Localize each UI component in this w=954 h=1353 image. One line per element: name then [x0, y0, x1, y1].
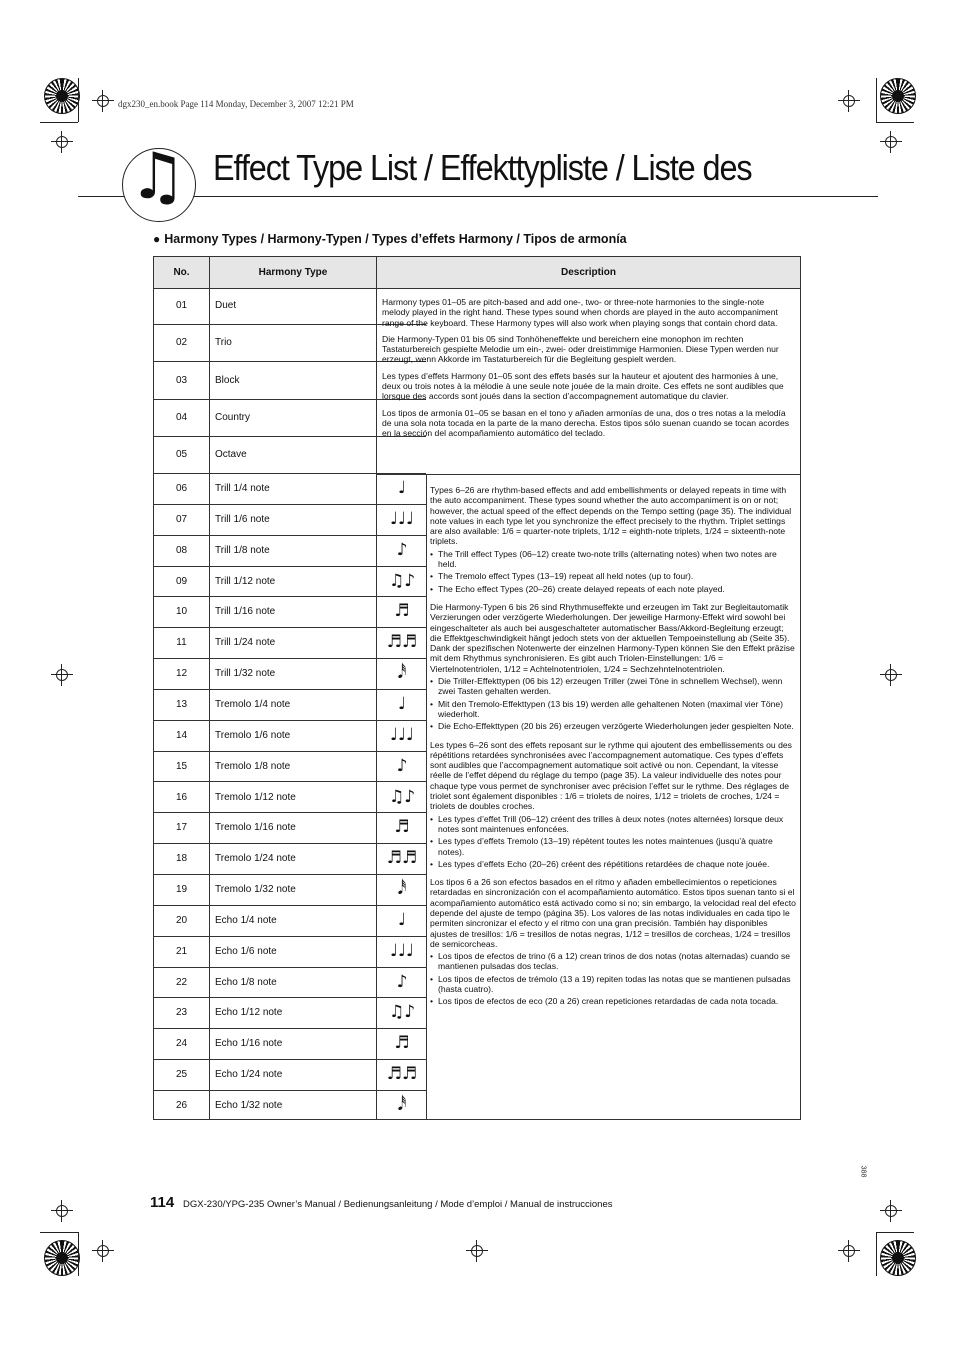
description-rhythm-based: [430, 485, 796, 1015]
note-value-icon: ♩♩♩: [389, 724, 415, 745]
rhythm-intro-en: Types 6–26 are rhythm-based effects and add embellishments or delayed repeats in time with the auto accompaniment. These types sound whether the auto accompaniment is on or not; however, the actual speed of the effect depends on the Tempo setting (page 35). The individual note values in each type let you synchronize the effect precisely to the rhythm. Triplet settings are also available: 1/6 = quarter-note triplets, 1/12 = eighth-note triplets, 1/24 = sixteenth-note triplets.: [430, 485, 792, 547]
note-value-icon: ♫♪: [388, 786, 416, 807]
manual-title: DGX-230/YPG-235 Owner’s Manual / Bedienungsanleitung / Mode d’emploi / Manual de instrucciones: [183, 1199, 613, 1210]
row-number: 18: [175, 853, 188, 865]
note-value-icon: 𝅘𝅥𝅰: [397, 663, 407, 684]
row-number: 11: [176, 637, 187, 649]
note-value-icon: 𝅘𝅥𝅰: [397, 879, 407, 900]
table-row: [154, 536, 426, 567]
rhythm-bullets-en: [430, 549, 796, 594]
table-row: [154, 721, 426, 752]
row-harmony-type: Echo 1/6 note: [215, 945, 277, 957]
bullet-icon: ●: [153, 232, 161, 246]
crosshair-mark: [51, 131, 73, 153]
note-value-icon: 𝅘𝅥𝅰: [397, 1095, 407, 1115]
rhythm-bullet: • Les types d’effet Trill (06–12) créent des trilles à deux notes (notes alternées) lorsque deux notes sont maintenues enfoncées.: [430, 814, 796, 835]
row-number: 04: [175, 412, 188, 423]
table-row: [154, 597, 426, 628]
note-value-icon: ♪: [396, 755, 408, 776]
crosshair-mark: [51, 1200, 73, 1222]
description-divider: [377, 474, 800, 475]
row-number: 23: [175, 1007, 188, 1019]
description-es: Los tipos de armonía 01–05 se basan en el tono y añaden armonías de una, dos o tres notas a la melodía de una sola nota tocada en la parte de la mano derecha. Estos tipos sólo suenan cuando se tocan acordes en la sección del acompañamiento automático del teclado.: [382, 407, 790, 439]
note-value-icon: ♪: [396, 539, 408, 560]
table-row: [154, 505, 426, 536]
row-harmony-type: Tremolo 1/24 note: [215, 853, 296, 865]
row-number: 20: [175, 914, 188, 926]
row-harmony-type: Echo 1/32 note: [215, 1100, 283, 1111]
row-number: 07: [175, 513, 188, 525]
note-value-icon: ♫♪: [388, 1002, 416, 1023]
table-row: [154, 783, 426, 814]
note-value-icon: ♫♪: [388, 570, 416, 591]
note-value-icon: ♩♩♩: [389, 940, 415, 961]
row-harmony-type: Block: [215, 375, 240, 386]
rhythm-bullet: • The Echo effect Types (20–26) create delayed repeats of each note played.: [430, 584, 796, 594]
table-row: [154, 875, 426, 906]
rhythm-intro-de: Die Harmony-Typen 6 bis 26 sind Rhythmuseffekte und erzeugen im Takt zur Begleitautomatik Verzierungen oder verzögerte Wiederholungen. Der jeweilige Harmony-Effekt wird sowohl bei eingeschalteter als auch bei ausgeschalteter automatischer Bass/Akkord-Begleitung erzeugt; die Effektgeschwindigkeit hängt jedoch stets von der aktuellen Tempoeinstellung ab (Seite 35). Dank der spezifischen Notenwerte der einzelnen Harmony-Typen können Sie den Effekt präzise mit dem Rhythmus synchronisieren. Es gibt auch Triolen-Einstellungen: 1/6 = Viertelnotentriolen, 1/12 = Achtelnotentriolen, 1/24 = Sechzehntelnotentriolen.: [430, 601, 795, 674]
rhythm-intro-es: Los tipos 6 a 26 son efectos basados en el ritmo y añaden embellecimientos o repeticiones retardadas en sincronización con el acompañamiento automático. Estos tipos suenan tanto si el acompañamiento automático está activado como si no; sin embargo, la velocidad real del efecto depende del ajuste de tempo (página 35). Los valores de las notas individuales en cada tipo le permiten sincronizar el efecto y el ritmo con una gran precisión. También hay disponibles ajustes de tresillos: 1/6 = tresillos de notas negras, 1/12 = tresillos de corcheas, 1/24 = tresillos de semicorcheas.: [430, 877, 796, 949]
table-row: [154, 906, 426, 937]
registration-star-mark-top-right: [880, 78, 916, 114]
trim-line: [40, 1232, 78, 1233]
row-number: 19: [175, 884, 188, 896]
column-divider: [426, 474, 427, 1119]
crosshair-mark: [880, 664, 902, 686]
description-pitch-based: [382, 297, 794, 445]
trim-line: [876, 78, 877, 122]
section-heading: [153, 232, 627, 246]
table-row: [154, 1029, 426, 1060]
rhythm-bullet: • Die Triller-Effekttypen (06 bis 12) erzeugen Triller (zwei Töne in schnellem Wechsel), wenn zwei Tasten gehalten werden.: [430, 676, 796, 697]
table-row: [154, 474, 426, 505]
rhythm-bullets-fr: [430, 814, 796, 869]
rhythm-bullet: • Los tipos de efectos de trino (6 a 12) crean trinos de dos notas (notas alternadas) cuando se mantienen pulsadas dos teclas.: [430, 951, 796, 972]
crosshair-mark: [92, 1240, 114, 1262]
rhythm-bullet: • The Tremolo effect Types (13–19) repeat all held notes (up to four).: [430, 571, 796, 581]
row-number: 21: [175, 945, 188, 957]
row-number: 24: [175, 1038, 188, 1050]
row-number: 10: [175, 606, 188, 618]
rhythm-bullets-de: [430, 676, 796, 731]
note-value-icon: ♩: [397, 478, 407, 498]
row-harmony-type: Tremolo 1/32 note: [215, 884, 296, 896]
table-row: [154, 813, 426, 844]
row-harmony-type: Trill 1/4 note: [215, 483, 270, 494]
row-harmony-type: Echo 1/8 note: [215, 976, 277, 988]
row-number: 02: [175, 337, 188, 348]
crosshair-mark: [466, 1240, 488, 1262]
table-row: [154, 1091, 426, 1122]
row-harmony-type: Tremolo 1/4 note: [215, 698, 291, 710]
crosshair-mark: [92, 90, 114, 112]
note-value-icon: ♬: [394, 1033, 410, 1054]
row-number: 09: [175, 575, 188, 587]
row-number: 05: [175, 449, 188, 460]
row-number: 01: [175, 300, 188, 311]
file-info: dgx230_en.book Page 114 Monday, December 3, 2007 12:21 PM: [118, 99, 354, 109]
crosshair-mark: [838, 90, 860, 112]
header-description: Description: [560, 267, 616, 278]
row-harmony-type: Trill 1/24 note: [215, 637, 276, 649]
row-harmony-type: Tremolo 1/8 note: [215, 760, 291, 772]
row-harmony-type: Trill 1/6 note: [215, 513, 270, 525]
header-type: Harmony Type: [258, 267, 328, 278]
table-row: [154, 752, 426, 783]
row-harmony-type: Tremolo 1/16 note: [215, 822, 296, 834]
row-harmony-type: Tremolo 1/6 note: [215, 729, 291, 741]
row-harmony-type: Octave: [215, 449, 247, 460]
note-value-icon: ♬♬: [386, 848, 418, 869]
note-value-icon: ♬♬: [386, 1064, 418, 1085]
row-number: 12: [175, 668, 188, 680]
table-row: [154, 690, 426, 721]
crosshair-mark: [880, 1200, 902, 1222]
music-note-icon: ♫: [129, 140, 187, 214]
title-rule: [78, 196, 878, 197]
rhythm-bullets-es: [430, 951, 796, 1006]
table-row: [154, 567, 426, 598]
row-number: 03: [175, 375, 188, 386]
music-note-badge: [122, 140, 196, 222]
rhythm-bullet: • Los tipos de efectos de eco (20 a 26) crean repeticiones retardadas de cada nota tocada.: [430, 996, 796, 1006]
row-harmony-type: Duet: [215, 300, 237, 311]
row-harmony-type: Trill 1/12 note: [215, 575, 276, 587]
trim-line: [78, 78, 79, 122]
side-code: 388: [859, 1165, 867, 1178]
table-row: [154, 998, 426, 1029]
row-number: 08: [175, 544, 188, 556]
description-de: Die Harmony-Typen 01 bis 05 sind Tonhöheneffekte und bereichern eine monophon im rechten Tastaturbereich gespielte Melodie um ein-, zwei- oder dreistimmige Harmonien. Diese Typen werden nur erzeugt, wenn Akkorde im Tastaturbereich für die Begleitung gespielt werden.: [382, 333, 779, 365]
row-harmony-type: Trill 1/32 note: [215, 668, 276, 680]
crosshair-mark: [880, 131, 902, 153]
trim-line: [876, 1232, 914, 1233]
description-en: Harmony types 01–05 are pitch-based and add one-, two- or three-note harmonies to the single-note melody played in the right hand. These types sound when chords are played in the auto accompaniment range of the keyboard. These Harmony types will also work when playing songs that contain chord data.: [382, 297, 778, 328]
note-value-icon: ♬: [394, 601, 410, 622]
row-harmony-type: Echo 1/12 note: [215, 1007, 283, 1019]
description-fr: Les types d’effets Harmony 01–05 sont des effets basés sur la hauteur et ajoutent des harmonies à une, deux ou trois notes à la mélodie à une seule note jouée de la main droite. Ces effets ne sont audibles que lorsque des accords sont joués dans la section d’accompagnement automatique du clavier.: [382, 370, 784, 402]
rhythm-bullet: • Les types d’effets Echo (20–26) créent des répétitions retardées de chaque note jouée.: [430, 859, 796, 869]
table-row: [154, 1060, 426, 1091]
note-value-icon: ♩: [397, 693, 407, 714]
row-harmony-type: Country: [215, 412, 251, 423]
row-number: 26: [175, 1100, 188, 1111]
note-value-icon: ♪: [396, 971, 408, 992]
registration-star-mark-bottom-right: [880, 1240, 916, 1276]
row-number: 22: [175, 976, 188, 988]
note-value-icon: ♬♬: [386, 632, 418, 653]
row-number: 06: [175, 483, 188, 494]
table-row: [154, 937, 426, 968]
row-number: 13: [175, 698, 188, 710]
trim-line: [876, 122, 914, 123]
table-row: [154, 968, 426, 999]
row-number: 15: [175, 760, 188, 772]
rhythm-bullet: • Mit den Tremolo-Effekttypen (13 bis 19) werden alle gehaltenen Noten (maximal vier Töne) wiederholt.: [430, 699, 796, 720]
note-value-icon: ♩♩♩: [389, 508, 415, 529]
page-title: Effect Type List / Effekttypliste / Liste des: [213, 147, 752, 188]
row-harmony-type: Echo 1/16 note: [215, 1038, 283, 1050]
row-harmony-type: Trill 1/8 note: [215, 544, 270, 556]
row-number: 16: [175, 791, 188, 803]
crosshair-mark: [51, 664, 73, 686]
row-harmony-type: Trill 1/16 note: [215, 606, 276, 618]
note-value-icon: ♩: [397, 909, 407, 930]
harmony-types-table: [153, 256, 801, 1120]
row-harmony-type: Trio: [215, 337, 232, 348]
crosshair-mark: [838, 1240, 860, 1262]
rhythm-bullet: • Los tipos de efectos de trémolo (13 a 19) repiten todas las notas que se mantienen pulsadas (hasta cuatro).: [430, 974, 796, 995]
row-harmony-type: Tremolo 1/12 note: [215, 791, 296, 803]
table-row: [154, 659, 426, 690]
rhythm-bullet: • The Trill effect Types (06–12) create two-note trills (alternating notes) when two notes are held.: [430, 549, 796, 570]
registration-star-mark-bottom-left: [44, 1240, 80, 1276]
header-no: No.: [173, 267, 190, 278]
table-row: [154, 844, 426, 875]
row-harmony-type: Echo 1/4 note: [215, 914, 277, 926]
note-value-icon: ♬: [394, 817, 410, 838]
trim-line: [876, 1232, 877, 1276]
table-row: [154, 628, 426, 659]
rhythm-bullet: • Les types d’effets Tremolo (13–19) répètent toutes les notes maintenues (jusqu’à quatre notes).: [430, 836, 796, 857]
row-harmony-type: Echo 1/24 note: [215, 1069, 283, 1081]
trim-line: [78, 1232, 79, 1276]
rhythm-intro-fr: Les types 6–26 sont des effets reposant sur le rythme qui ajoutent des embellissements ou des répétitions retardées synchronisées avec l’accompagnement automatique. Ces types d’effets sont audibles que l’accompagnement automatique soit activé ou non. Cependant, la vitesse réelle de l’effet dépend du réglage du tempo (page 35). La valeur individuelle des notes pour chaque type vous permet de synchroniser avec précision l’effet sur le rythme. Des réglages de triolet sont également disponibles : 1/6 = triolets de noires, 1/12 = triolets de croches, 1/24 = triolets de doubles croches.: [430, 739, 792, 812]
registration-star-mark-top-left: [44, 78, 80, 114]
table-header: [154, 257, 800, 289]
section-heading-text: Harmony Types / Harmony-Typen / Types d’effets Harmony / Tipos de armonía: [164, 232, 627, 246]
rhythm-bullet: • Die Echo-Effekttypen (20 bis 26) erzeugen verzögerte Wiederholungen jeder gespielten Note.: [430, 721, 796, 731]
row-number: 17: [175, 822, 188, 834]
page-number: 114: [150, 1194, 175, 1211]
trim-line: [40, 122, 78, 123]
row-number: 25: [175, 1069, 188, 1081]
row-number: 14: [175, 729, 188, 741]
